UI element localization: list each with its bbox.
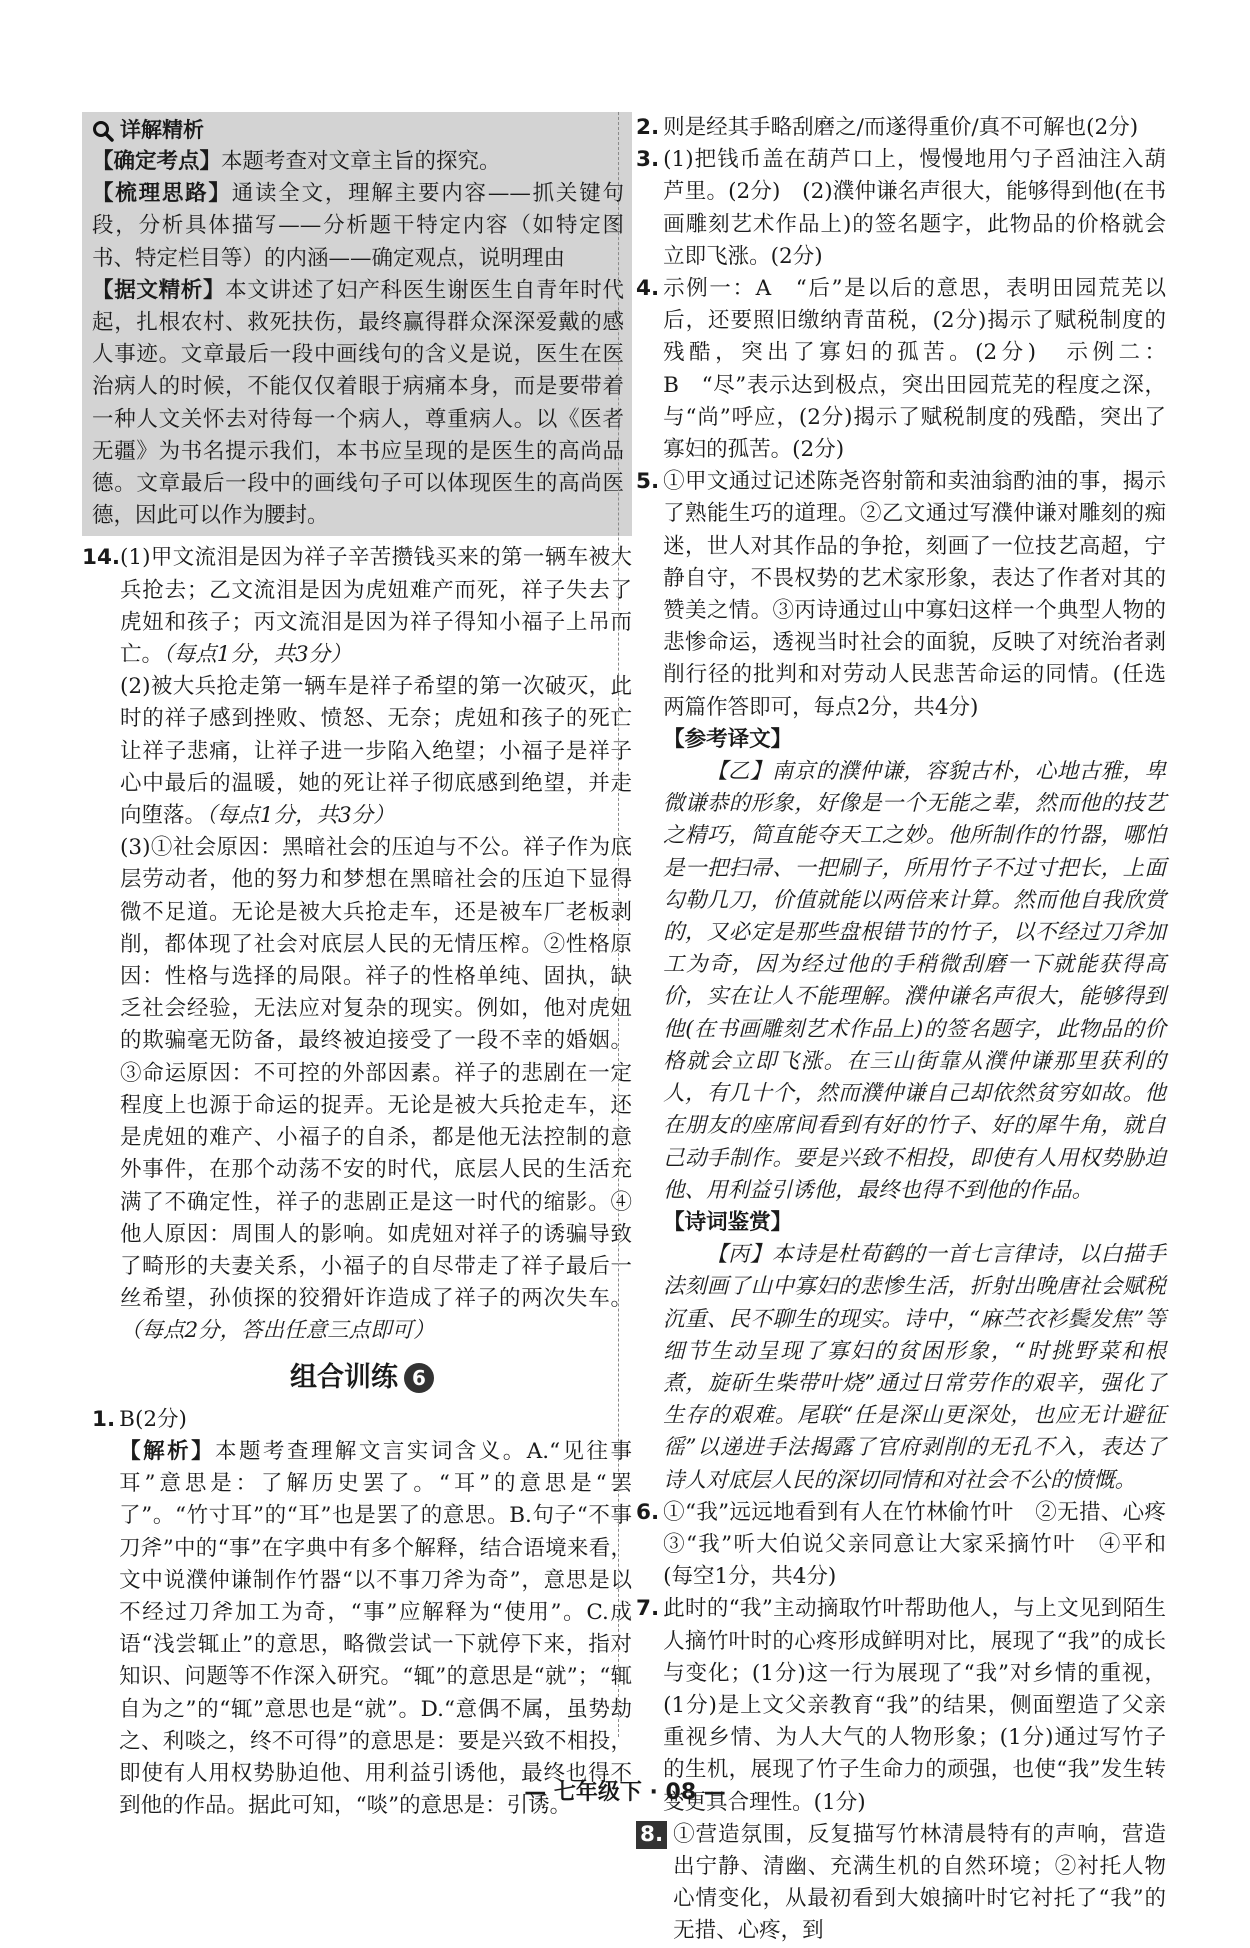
left-column bbox=[82, 112, 632, 1822]
question-6: 6. ①“我”远远地看到有人在竹林偷竹叶 ②无措、心疼 ③“我”听大伯说父亲同意让大家采摘竹叶 ④平和(每空1分，共4分) bbox=[636, 1499, 1188, 1590]
section-number-badge: 6 bbox=[404, 1363, 434, 1393]
question-2: 2. 则是经其手略刮磨之/而遂得重价/真不可解也(2分) bbox=[636, 115, 1139, 140]
right-column bbox=[636, 112, 1188, 1948]
detail-header bbox=[92, 114, 624, 146]
question-3: 3. (1)把钱币盖在葫芦口上，慢慢地用勺子舀油注入葫芦里。(2分) (2)濮仲谦名声很大，能够得到他(在书画雕刻艺术作品上)的签名题字，此物品的价格就会立即飞涨。(2分) bbox=[636, 147, 1166, 269]
question-7: 7. 此时的“我”主动摘取竹叶帮助他人，与上文见到陌生人摘竹叶时的心疼形成鲜明对比，展现了“我”的成长与变化；(1分)这一行为展现了“我”对乡情的重视，(1分)是上文父亲教育“我”的结果，侧面塑造了父亲重视乡情、为人大气的人物形象；(1分)通过写竹子的生机，展现了竹子生命力的顽强，也使“我”发生转变更具合理性。(1分) bbox=[636, 1596, 1166, 1815]
reference-translation: 【乙】南京的濮仲谦，容貌古朴，心地古雅，卑微谦恭的形象，好像是一个无能之辈，然而他的技艺之精巧，简直能夺天工之妙。他所制作的竹器，哪怕是一把扫帚、一把刷子，所用竹子不过寸把长，上面勾勒几刀，价值就能以两倍来计算。然而他自我欣赏的，又必定是那些盘根错节的竹子，以不经过刀斧加工为奇，因为经过他的手稍微刮磨一下就能获得高价，实在让人不能理解。濮仲谦名声很大，能够得到他(在书画雕刻艺术作品上)的签名题字，此物品的价格就会立即飞涨。在三山街靠从濮仲谦那里获利的人，有几十个，然而濮仲谦自己却依然贫穷如故。他在朋友的座席间看到有好的竹子、好的犀牛角，就自己动手制作。要是兴致不相投，即使有人用权势胁迫他、用利益引诱他，最终也得不到他的作品。 bbox=[663, 759, 1166, 1203]
question-1: 1. B(2分) 【解析】本题考查理解文言实词含义。A.“见往事耳”意思是：了解历史罢了。“耳”的意思是“罢了”。“竹寸耳”的“耳”也是罢了的意思。B.句子“不事刀斧”中的“事”在字典中有多个解释，结合语境来看，文中说濮仲谦制作竹器“以不事刀斧为奇”，意思是以不经过刀斧加工为奇，“事”应解释为“使用”。C.成语“浅尝辄止”的意思，略微尝试一下就停下来，指对知识、问题等不作深入研究。“辄”的意思是“就”；“辄自为之”的“辄”意思也是“就”。D.“意偶不属，虽势劫之、利啖之，终不可得”的意思是：要是兴致不相投，即使有人用权势胁迫他、用利益引诱他，最终也得不到他的作品。据此可知，“啖”的意思是：引诱。 bbox=[92, 1404, 632, 1823]
detail-analysis-box bbox=[82, 112, 632, 536]
question-number: 14. bbox=[82, 545, 121, 571]
question-number-boxed: 8. bbox=[636, 1821, 667, 1849]
magnifier-icon bbox=[92, 119, 114, 141]
detail-line: 【据文精析】本文讲述了妇产科医生谢医生自青年时代起，扎根农村、救死扶伤，最终赢得群众深深爱戴的感人事迹。文章最后一段中画线句的含义是说，医生在医治病人的时候，不能仅仅着眼于病痛本身，而是要带着一种人文关怀去对待每一个病人，尊重病人。以《医者无疆》为书名提示我们，本书应呈现的是医生的高尚品德。文章最后一段中的画线句子可以体现医生的高尚医德，因此可以作为腰封。 bbox=[92, 277, 624, 529]
reference-translation-tag: 【参考译文】 bbox=[663, 726, 793, 752]
question-4: 4. 示例一：A “后”是以后的意思，表明田园荒芜以后，还要照旧缴纳青苗税，(2分)揭示了赋税制度的残酷，突出了寡妇的孤苦。(2分) 示例二：B “尽”表示达到极点，突出田园荒芜的程度之深，与“尚”呼应，(2分)揭示了赋税制度的残酷，突出了寡妇的孤苦。(2分) bbox=[636, 276, 1166, 463]
section-title: 组合训练 6 bbox=[92, 1362, 632, 1394]
detail-line: 【梳理思路】通读全文，理解主要内容——抓关键句段，分析具体描写——分析题干特定内容（如特定图书、特定栏目等）的内涵——确定观点，说明理由 bbox=[92, 181, 624, 271]
question-14: 14. (1)甲文流泪是因为祥子辛苦攒钱买来的第一辆车被大兵抢去；乙文流泪是因为虎妞难产而死，祥子失去了虎妞和孩子；丙文流泪是因为祥子得知小福子上吊而亡。（每点1分，共3分） (2)被大兵抢走第一辆车是祥子希望的第一次破灭，此时的祥子感到挫败、愤怒、无奈；虎妞和孩子的死亡让祥子悲痛，让祥子进一步陷入绝望；小福子是祥子心中最后的温暖，她的死让祥子彻底感到绝望，并走向堕落。（每点1分，共3分） (3)①社会原因：黑暗社会的压迫与不公。祥子作为底层劳动者，他的努力和梦想在黑暗社会的压迫下显得微不足道。无论是被大兵抢走车，还是被车厂老板剥削，都体现了社会对底层人民的无情压榨。②性格原因：性格与选择的局限。祥子的性格单纯、固执，缺乏社会经验，无法应对复杂的现实。例如，他对虎妞的欺骗毫无防备，最终被迫接受了一段不幸的婚姻。③命运原因：不可控的外部因素。祥子的悲剧在一定程度上也源于命运的捉弄。无论是被大兵抢走车，还是虎妞的难产、小福子的自杀，都是他无法控制的意外事件，在那个动荡不安的时代，底层人民的生活充满了不确定性，祥子的悲剧正是这一时代的缩影。④他人原因：周围人的影响。如虎妞对祥子的诱骗导致了畸形的夫妻关系，小福子的自尽带走了祥子最后一丝希望，孙侦探的狡猾奸诈造成了祥子的两次失车。（每点2分，答出任意三点即可） bbox=[92, 542, 632, 1347]
poem-appreciation: 【丙】本诗是杜荀鹤的一首七言律诗，以白描手法刻画了山中寡妇的悲惨生活，折射出晚唐社会赋税沉重、民不聊生的现实。诗中，“麻苎衣衫鬓发焦”等细节生动呈现了寡妇的贫困形象，“时挑野菜和根煮，旋斫生柴带叶烧”通过日常劳作的艰辛，强化了生存的艰难。尾联“任是深山更深处，也应无计避征徭”以递进手法揭露了官府剥削的无孔不入，表达了诗人对底层人民的深切同情和对社会不公的愤慨。 bbox=[663, 1242, 1166, 1493]
detail-line: 【确定考点】本题考查对文章主旨的探究。 bbox=[92, 149, 501, 174]
page-footer: — 七年级下 · 08 — bbox=[524, 1780, 726, 1805]
poem-appreciation-tag: 【诗词鉴赏】 bbox=[663, 1209, 793, 1235]
detail-header-label: 详解精析 bbox=[120, 117, 204, 142]
question-5: 5. ①甲文通过记述陈尧咨射箭和卖油翁酌油的事，揭示了熟能生巧的道理。②乙文通过写濮仲谦对雕刻的痴迷，世人对其作品的争抢，刻画了一位技艺高超，宁静自守，不畏权势的艺术家形象，表达了作者对其的赞美之情。③丙诗通过山中寡妇这样一个典型人物的悲惨命运，透视当时社会的面貌，反映了对统治者剥削行径的批判和对劳动人民悲苦命运的同情。(任选两篇作答即可，每点2分，共4分) 【参考译文】 【乙】南京的濮仲谦，容貌古朴，心地古雅，卑微谦恭的形象，好像是一个无能之辈，然而他的技艺之精巧，简直能夺天工之妙。他所制作的竹器，哪怕是一把扫帚、一把刷子，所用竹子不过寸把长，上面勾勒几刀，价值就能以两倍来计算。然而他自我欣赏的，又必定是那些盘根错节的竹子，以不经过刀斧加工为奇，因为经过他的手稍微刮磨一下就能获得高价，实在让人不能理解。濮仲谦名声很大，能够得到他(在书画雕刻艺术作品上)的签名题字，此物品的价格就会立即飞涨。在三山街靠从濮仲谦那里获利的人，有几十个，然而濮仲谦自己却依然贫穷如故。他在朋友的座席间看到有好的竹子、好的犀牛角，就自己动手制作。要是兴致不相投，即使有人用权势胁迫他、用利益引诱他，最终也得不到他的作品。 【诗词鉴赏】 【丙】本诗是杜荀鹤的一首七言律诗，以白描手法刻画了山中寡妇的悲惨生活，折射出晚唐社会赋税沉重、民不聊生的现实。诗中，“麻苎衣衫鬓发焦”等细节生动呈现了寡妇的贫困形象，“时挑野菜和根煮，旋斫生柴带叶烧”通过日常劳作的艰辛，强化了生存的艰难。尾联“任是深山更深处，也应无计避征徭”以递进手法揭露了官府剥削的无孔不入，表达了诗人对底层人民的深切同情和对社会不公的愤慨。 bbox=[636, 466, 1166, 1497]
question-number: 1. bbox=[92, 1406, 116, 1432]
column-divider bbox=[618, 112, 619, 1737]
question-8: 8. ①营造氛围，反复描写竹林清晨特有的声响，营造出宁静、清幽、充满生机的自然环境；②衬托人物心情变化，从最初看到大娘摘叶时它衬托了“我”的无措、心疼，到 bbox=[636, 1819, 1166, 1948]
answer: B(2分) bbox=[119, 1406, 187, 1432]
